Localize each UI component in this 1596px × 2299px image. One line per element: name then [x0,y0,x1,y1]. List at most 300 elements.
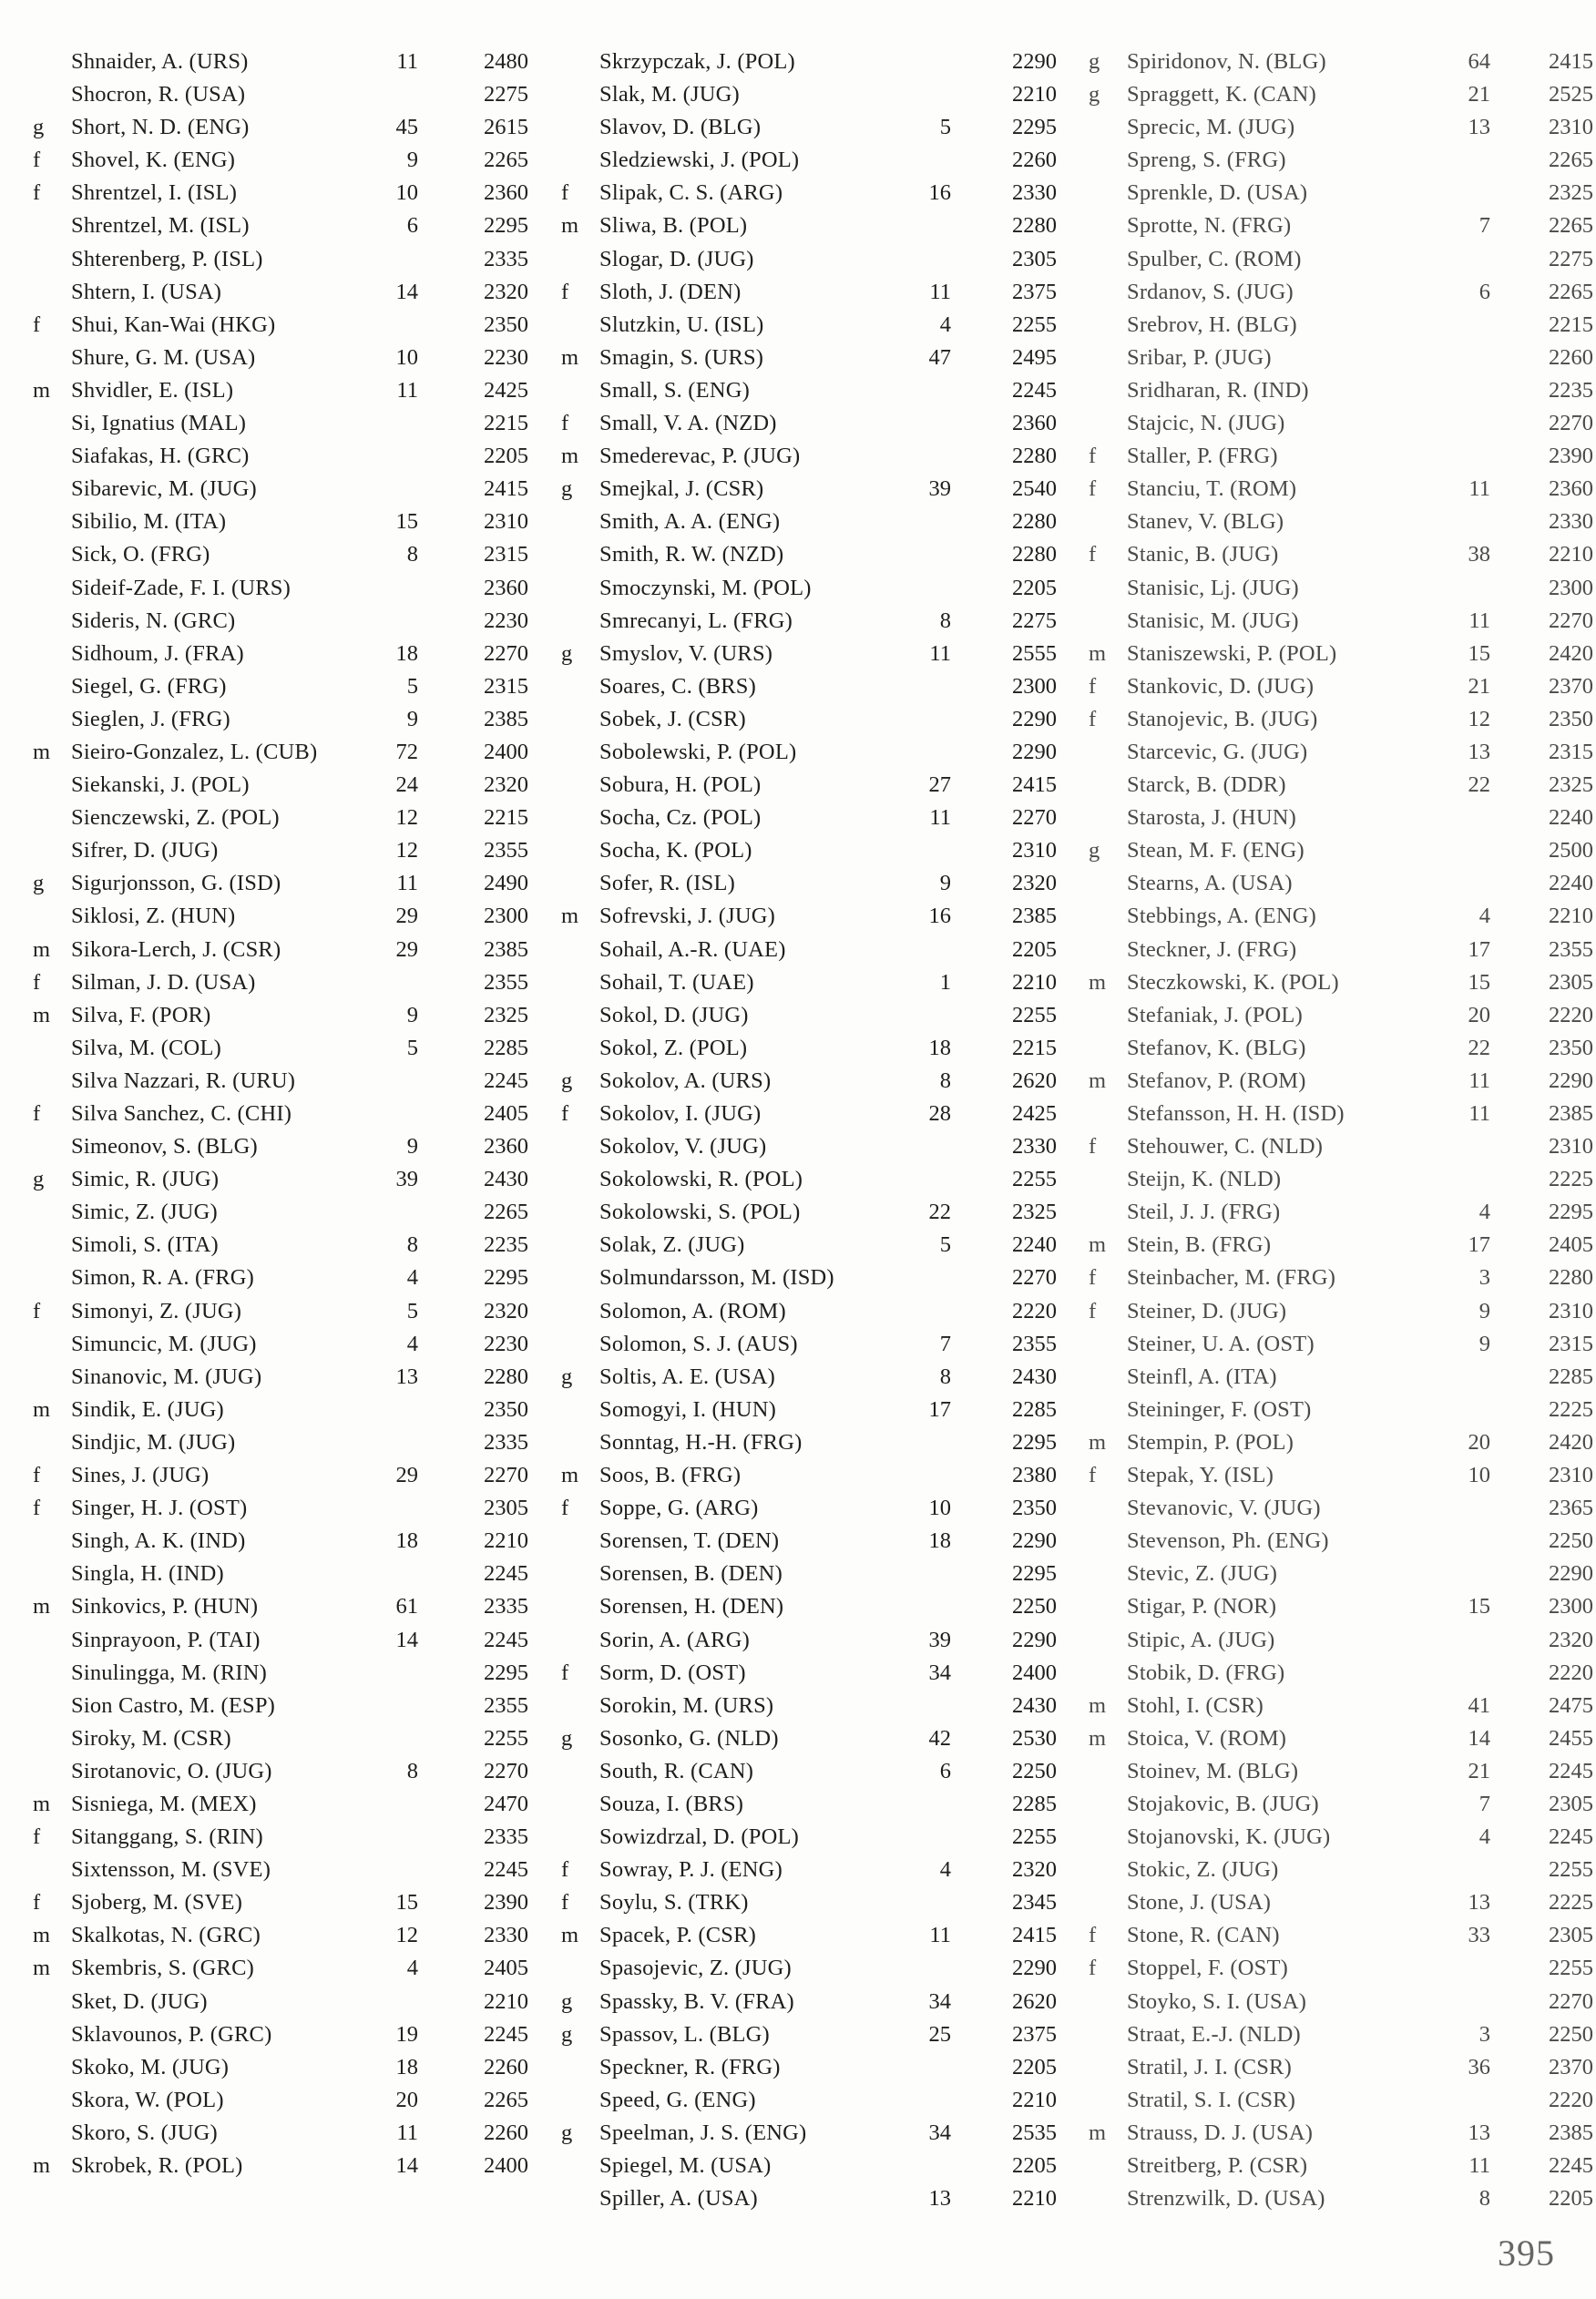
list-item [561,769,1057,802]
player-name: Short, N. D. (ENG) [71,115,250,140]
rating-value: 2210 [1012,82,1057,107]
games-count: 22 [1468,772,1490,798]
rating-value: 2360 [1549,476,1593,502]
games-count: 34 [928,2120,951,2145]
rating-value: 2555 [1012,640,1057,666]
list-item [1089,1590,1593,1623]
rating-value: 2210 [1549,542,1593,567]
title-cell: f [561,1890,569,1916]
games-count: 8 [406,1232,418,1258]
games-count: 12 [395,838,418,863]
rating-value: 2280 [1549,1265,1593,1291]
rating-value: 2245 [484,1068,528,1093]
games-count: 15 [395,1890,418,1916]
title-cell: m [1089,1429,1107,1455]
list-item [33,1032,528,1065]
rating-value: 2245 [484,1627,528,1652]
list-item [33,1394,528,1426]
title-cell: f [561,1857,569,1883]
title-cell: g [33,871,45,896]
player-name: Simic, Z. (JUG) [71,1200,218,1225]
rating-value: 2330 [1012,180,1057,206]
games-count: 13 [395,1364,418,1389]
list-item [33,473,528,506]
player-name: Sonntag, H.-H. (FRG) [599,1429,803,1455]
games-count: 15 [395,509,418,535]
player-name: Sitanggang, S. (RIN) [71,1824,263,1850]
title-cell: m [1089,1692,1107,1718]
games-count: 11 [396,871,418,896]
games-count: 21 [1468,82,1490,107]
games-count: 9 [406,706,418,731]
list-item [1089,374,1593,407]
games-count: 24 [395,772,418,798]
list-item [1089,1919,1593,1952]
list-item [33,78,528,111]
player-name: Strenzwilk, D. (USA) [1127,2186,1325,2212]
rating-value: 2330 [1549,509,1593,535]
player-name: Staller, P. (FRG) [1127,444,1278,469]
list-item [1089,1032,1593,1065]
player-name: Skrzypczak, J. (POL) [599,49,795,74]
player-name: Spreng, S. (FRG) [1127,148,1286,173]
player-name: Stearns, A. (USA) [1127,871,1293,896]
player-name: Stojakovic, B. (JUG) [1127,1791,1319,1816]
player-name: Sridharan, R. (IND) [1127,377,1309,403]
rating-value: 2295 [1012,1561,1057,1587]
player-name: Shrentzel, I. (ISL) [71,180,238,206]
rating-value: 2205 [1012,2054,1057,2079]
games-count: 11 [396,377,418,403]
player-name: Stratil, J. I. (CSR) [1127,2054,1292,2079]
player-name: Steil, J. J. (FRG) [1127,1200,1281,1225]
list-item [33,276,528,309]
games-count: 14 [395,1627,418,1652]
title-cell: m [33,2153,51,2178]
list-item [33,1788,528,1821]
games-count: 25 [928,2021,951,2047]
list-item [1089,2018,1593,2051]
player-name: Soltis, A. E. (USA) [599,1364,776,1389]
rating-value: 2250 [1549,2021,1593,2047]
list-item [33,999,528,1032]
games-count: 8 [1478,2186,1490,2212]
list-item [33,209,528,242]
title-cell: m [33,1956,51,1981]
games-count: 9 [406,1002,418,1027]
rating-value: 2405 [484,1101,528,1126]
games-count: 6 [406,213,418,239]
list-item [33,2150,528,2182]
rating-value: 2225 [1549,1167,1593,1192]
player-name: Stokic, Z. (JUG) [1127,1857,1279,1883]
rating-value: 2475 [1549,1692,1593,1718]
title-cell: m [561,213,579,239]
list-item [561,1525,1057,1558]
list-item [1089,177,1593,209]
list-item [33,1886,528,1919]
title-cell: g [1089,49,1100,74]
rating-value: 2325 [484,1002,528,1027]
list-item [561,1394,1057,1426]
player-name: Singla, H. (IND) [71,1561,224,1587]
list-item [1089,1065,1593,1098]
rating-value: 2335 [484,1429,528,1455]
title-cell: f [561,1496,569,1521]
player-name: Smrecanyi, L. (FRG) [599,608,793,633]
rating-value: 2215 [1549,312,1593,337]
rating-value: 2245 [484,2021,528,2047]
games-count: 29 [395,1463,418,1488]
player-name: Steczkowski, K. (POL) [1127,969,1339,995]
title-cell: m [1089,640,1107,666]
list-item [561,1065,1057,1098]
player-name: Soares, C. (BRS) [599,673,756,699]
rating-value: 2425 [484,377,528,403]
list-item [561,342,1057,374]
games-count: 8 [939,608,951,633]
rating-value: 2315 [1549,1331,1593,1356]
list-item [1089,802,1593,834]
title-cell: m [33,936,51,962]
games-count: 3 [1478,2021,1490,2047]
list-item [1089,506,1593,538]
list-item [33,1492,528,1525]
games-count: 18 [395,2054,418,2079]
title-cell: f [33,1890,41,1916]
player-name: Sliwa, B. (POL) [599,213,748,239]
rating-value: 2490 [484,871,528,896]
games-count: 11 [1468,608,1490,633]
player-name: Sideif-Zade, F. I. (URS) [71,575,291,600]
title-cell: f [33,148,41,173]
games-count: 18 [395,640,418,666]
list-item [1089,1624,1593,1657]
list-item [1089,111,1593,144]
rating-value: 2350 [484,1396,528,1422]
games-count: 10 [395,180,418,206]
list-item [561,1130,1057,1163]
rating-value: 2385 [1012,904,1057,929]
list-item [561,1952,1057,1985]
games-count: 20 [1468,1429,1490,1455]
rating-value: 2270 [1549,1988,1593,2014]
player-name: Siroky, M. (CSR) [71,1725,231,1751]
player-name: Solmundarsson, M. (ISD) [599,1265,834,1291]
games-count: 8 [406,1758,418,1783]
player-name: Sorensen, H. (DEN) [599,1594,784,1620]
player-name: Stohl, I. (CSR) [1127,1692,1264,1718]
player-name: Sinprayoon, P. (TAI) [71,1627,261,1652]
list-item [1089,1986,1593,2018]
games-count: 15 [1468,1594,1490,1620]
rating-value: 2385 [484,706,528,731]
rating-value: 2330 [484,1923,528,1948]
list-item [1089,2084,1593,2117]
player-name: Stoinev, M. (BLG) [1127,1758,1299,1783]
games-count: 11 [1468,476,1490,502]
games-count: 19 [395,2021,418,2047]
player-name: Sorm, D. (OST) [599,1660,746,1685]
list-item [1089,1426,1593,1459]
games-count: 11 [929,640,951,666]
games-count: 9 [406,1134,418,1160]
player-name: Shui, Kan-Wai (HKG) [71,312,276,337]
list-item [33,1361,528,1394]
rating-value: 2495 [1012,344,1057,370]
rating-value: 2500 [1549,838,1593,863]
player-name: Souza, I. (BRS) [599,1791,744,1816]
player-name: Steinfl, A. (ITA) [1127,1364,1277,1389]
list-item [33,309,528,342]
rating-value: 2480 [484,49,528,74]
player-name: Sowizdrzal, D. (POL) [599,1824,800,1850]
rating-value: 2245 [1012,377,1057,403]
player-name: Soylu, S. (TRK) [599,1890,749,1916]
player-name: Sinulingga, M. (RIN) [71,1660,267,1685]
list-item [561,2117,1057,2150]
list-item [561,1886,1057,1919]
title-cell: m [33,1594,51,1620]
rating-value: 2455 [1549,1725,1593,1751]
list-item [1089,1163,1593,1196]
rating-value: 2240 [1012,1232,1057,1258]
rating-value: 2375 [1012,2021,1057,2047]
player-name: Stone, J. (USA) [1127,1890,1272,1916]
list-item [33,440,528,473]
rating-value: 2350 [484,312,528,337]
games-count: 7 [939,1331,951,1356]
rating-value: 2255 [1012,1002,1057,1027]
rating-value: 2220 [1549,1002,1593,1027]
player-name: Slipak, C. S. (ARG) [599,180,783,206]
rating-value: 2295 [1012,115,1057,140]
rating-value: 2280 [1012,542,1057,567]
player-name: Sibilio, M. (ITA) [71,509,227,535]
player-name: Stepak, Y. (ISL) [1127,1463,1274,1488]
list-item [33,1755,528,1788]
list-item [561,1986,1057,2018]
list-item [561,1098,1057,1130]
games-count: 4 [939,1857,951,1883]
player-name: Stehouwer, C. (NLD) [1127,1134,1324,1160]
games-count: 8 [406,542,418,567]
list-item [1089,1394,1593,1426]
rating-value: 2335 [484,1594,528,1620]
player-name: Sribar, P. (JUG) [1127,344,1272,370]
rating-value: 2230 [484,344,528,370]
rating-value: 2230 [484,608,528,633]
rating-value: 2265 [484,148,528,173]
rating-value: 2215 [484,411,528,436]
player-name: Sindjic, M. (JUG) [71,1429,236,1455]
list-item [561,473,1057,506]
player-name: Sohail, T. (UAE) [599,969,754,995]
rating-value: 2250 [1549,1528,1593,1554]
list-item [561,46,1057,78]
player-name: Sikora-Lerch, J. (CSR) [71,936,281,962]
games-count: 9 [1478,1298,1490,1323]
games-count: 20 [1468,1002,1490,1027]
games-count: 4 [1478,904,1490,929]
player-name: Soos, B. (FRG) [599,1463,742,1488]
games-count: 7 [1478,213,1490,239]
list-item [33,1262,528,1294]
player-name: Steiner, U. A. (OST) [1127,1331,1315,1356]
player-name: Smith, R. W. (NZD) [599,542,784,567]
player-name: Slavov, D. (BLG) [599,115,762,140]
list-item [1089,670,1593,703]
list-item [561,1690,1057,1722]
list-item [561,605,1057,638]
player-name: Sienczewski, Z. (POL) [71,805,280,831]
list-item [33,1196,528,1229]
title-cell: f [33,1824,41,1850]
rating-value: 2405 [1549,1232,1593,1258]
player-name: Smederevac, P. (JUG) [599,444,801,469]
list-item [1089,1657,1593,1690]
games-count: 11 [929,805,951,831]
player-name: Sklavounos, P. (GRC) [71,2021,272,2047]
rating-value: 2325 [1549,180,1593,206]
games-count: 13 [1468,115,1490,140]
rating-value: 2285 [1549,1364,1593,1389]
list-item [561,1492,1057,1525]
rating-value: 2360 [484,575,528,600]
games-count: 3 [1478,1265,1490,1291]
rating-value: 2215 [1012,1035,1057,1060]
rating-value: 2370 [1549,2054,1593,2079]
rating-value: 2370 [1549,673,1593,699]
games-count: 29 [395,904,418,929]
list-item [1089,966,1593,999]
player-name: Steinbacher, M. (FRG) [1127,1265,1336,1291]
list-item [1089,1525,1593,1558]
list-item [33,736,528,769]
list-item [1089,1295,1593,1328]
list-item [561,900,1057,933]
rating-value: 2315 [484,542,528,567]
title-cell: g [1089,838,1100,863]
rating-value: 2210 [1012,2087,1057,2112]
player-name: Simoli, S. (ITA) [71,1232,219,1258]
rating-value: 2275 [484,82,528,107]
games-count: 10 [395,344,418,370]
player-name: Skoro, S. (JUG) [71,2120,218,2145]
rating-value: 2210 [1012,2186,1057,2212]
player-name: Spassky, B. V. (FRA) [599,1988,794,2014]
title-cell: m [33,377,51,403]
rating-value: 2325 [1012,1200,1057,1225]
list-item [33,1624,528,1657]
list-item [561,2150,1057,2182]
title-cell: g [561,476,573,502]
rating-value: 2290 [1012,1528,1057,1554]
list-item [33,1919,528,1952]
rating-value: 2245 [484,1561,528,1587]
player-name: Stefanov, P. (ROM) [1127,1068,1306,1093]
list-item [1089,1854,1593,1886]
player-name: Speckner, R. (FRG) [599,2054,781,2079]
rating-value: 2275 [1012,608,1057,633]
list-item [1089,407,1593,440]
rating-value: 2255 [1012,1824,1057,1850]
list-item [561,1590,1057,1623]
list-item [561,1821,1057,1854]
title-cell: f [561,279,569,304]
list-item [561,802,1057,834]
games-count: 6 [939,1758,951,1783]
rating-value: 2290 [1012,1627,1057,1652]
list-item [1089,605,1593,638]
rating-value: 2215 [484,805,528,831]
list-item [33,605,528,638]
title-cell: f [33,1298,41,1323]
title-cell: f [561,1101,569,1126]
player-name: Somogyi, I. (HUN) [599,1396,776,1422]
rating-value: 2620 [1012,1068,1057,1093]
list-item [1089,999,1593,1032]
title-cell: m [1089,1232,1107,1258]
rating-value: 2615 [484,115,528,140]
games-count: 11 [1468,1101,1490,1126]
games-count: 13 [1468,2120,1490,2145]
rating-value: 2270 [1012,1265,1057,1291]
player-name: Sisniega, M. (MEX) [71,1791,257,1816]
player-name: Strauss, D. J. (USA) [1127,2120,1314,2145]
player-name: Steininger, F. (OST) [1127,1396,1312,1422]
rating-value: 2310 [1549,1298,1593,1323]
player-name: Sokolov, I. (JUG) [599,1101,762,1126]
list-item [561,1262,1057,1294]
rating-value: 2525 [1549,82,1593,107]
player-name: Spiridonov, N. (BLG) [1127,49,1326,74]
rating-value: 2245 [1549,1824,1593,1850]
rating-value: 2255 [484,1725,528,1751]
player-name: Stone, R. (CAN) [1127,1923,1280,1948]
player-name: Srebrov, H. (BLG) [1127,312,1297,337]
list-item [561,834,1057,867]
title-cell: f [1089,1298,1097,1323]
rating-value: 2245 [1549,2153,1593,2178]
player-name: Simic, R. (JUG) [71,1167,220,1192]
player-name: Solak, Z. (JUG) [599,1232,745,1258]
list-item [33,243,528,276]
title-cell: m [561,1923,579,1948]
rating-value: 2320 [1012,871,1057,896]
rating-value: 2385 [1549,2120,1593,2145]
games-count: 13 [928,2186,951,2212]
games-count: 39 [928,1627,951,1652]
rating-value: 2280 [484,1364,528,1389]
player-name: Singer, H. J. (OST) [71,1496,248,1521]
games-count: 4 [1478,1824,1490,1850]
list-item [561,276,1057,309]
player-name: Solomon, S. J. (AUS) [599,1331,798,1356]
rating-value: 2415 [1012,772,1057,798]
rating-value: 2280 [1012,444,1057,469]
list-item [1089,2182,1593,2215]
title-cell: g [561,640,573,666]
player-name: Silman, J. D. (USA) [71,969,256,995]
list-item [33,703,528,736]
player-name: Sorensen, B. (DEN) [599,1561,783,1587]
player-name: Simeonov, S. (BLG) [71,1134,258,1160]
games-count: 28 [928,1101,951,1126]
title-cell: f [1089,542,1097,567]
rating-value: 2430 [1012,1364,1057,1389]
player-name: Sofrevski, J. (JUG) [599,904,775,929]
